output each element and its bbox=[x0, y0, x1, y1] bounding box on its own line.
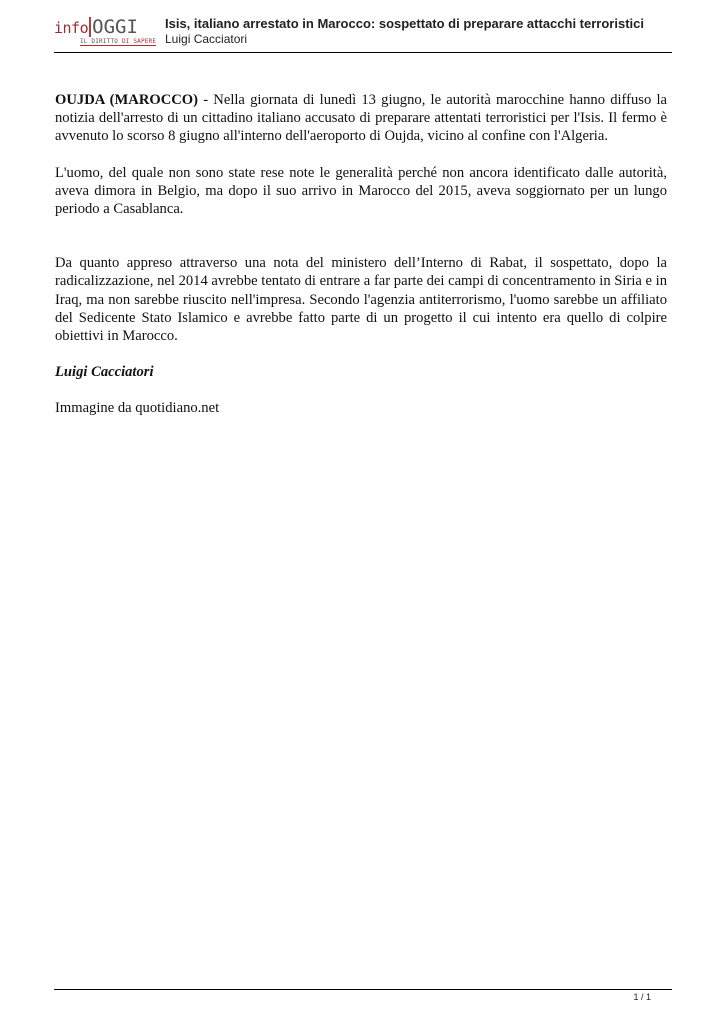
logo-tagline-prefix: IL DIRITTO bbox=[80, 38, 122, 45]
footer-divider bbox=[54, 989, 672, 990]
header-divider bbox=[54, 52, 672, 53]
article-paragraph-2: L'uomo, del quale non sono state rese note le generalità perché non ancora identificato dalle autorità, aveva dimora in Belgio, ma dopo il suo arrivo in Marocco del 2015, aveva soggiornato per un lungo periodo a Casablanca. bbox=[55, 164, 667, 218]
logo-tagline bbox=[80, 38, 156, 45]
page-header bbox=[54, 14, 672, 52]
logo-tagline-highlight: DI SAPERE bbox=[121, 38, 157, 45]
infooggi-logo[interactable] bbox=[54, 14, 158, 48]
logo-oggi-text: OGGI bbox=[92, 16, 138, 38]
image-credit: Immagine da quotidiano.net bbox=[55, 400, 220, 417]
logo-underline bbox=[80, 45, 156, 46]
logo-separator bbox=[89, 17, 91, 37]
article-paragraph-1-text: - Nella giornata di lunedì 13 giugno, le autorità marocchine hanno diffuso la notizia dell'arresto di un cittadino italiano accusato di preparare attentati terroristici per l'Isis. Il fermo è avvenuto lo scorso 8 giugno all'interno dell'aeroporto di Oujda, vicino al confine con l'Algeria. bbox=[55, 92, 668, 145]
header-text bbox=[165, 15, 644, 46]
article-dateline: OUJDA (MAROCCO) bbox=[55, 92, 199, 108]
article-paragraph-1 bbox=[55, 91, 667, 146]
article-signature: Luigi Cacciatori bbox=[55, 364, 154, 381]
article-body bbox=[55, 91, 667, 418]
article-paragraph-3: Da quanto appreso attraverso una nota del ministero dell’Interno di Rabat, il sospettato, dopo la radicalizzazione, nel 2014 avrebbe tentato di entrare a far parte dei campi di concentramento in Siria e in Iraq, ma non sarebbe riuscito nell'impresa. Secondo l'agenzia antiterrorismo, l'uomo sarebbe un affiliato del Sedicente Stato Islamico e avrebbe fatto parte di un progetto il cui intento era quello di colpire obiettivi in Marocco. bbox=[55, 255, 667, 345]
header-author: Luigi Cacciatori bbox=[165, 32, 248, 46]
logo-wordmark bbox=[54, 16, 138, 38]
page-number: 1 / 1 bbox=[633, 992, 651, 1002]
header-title: Isis, italiano arrestato in Marocco: sospettato di preparare attacchi terroristici bbox=[165, 16, 644, 31]
logo-info-text: info bbox=[54, 19, 89, 37]
